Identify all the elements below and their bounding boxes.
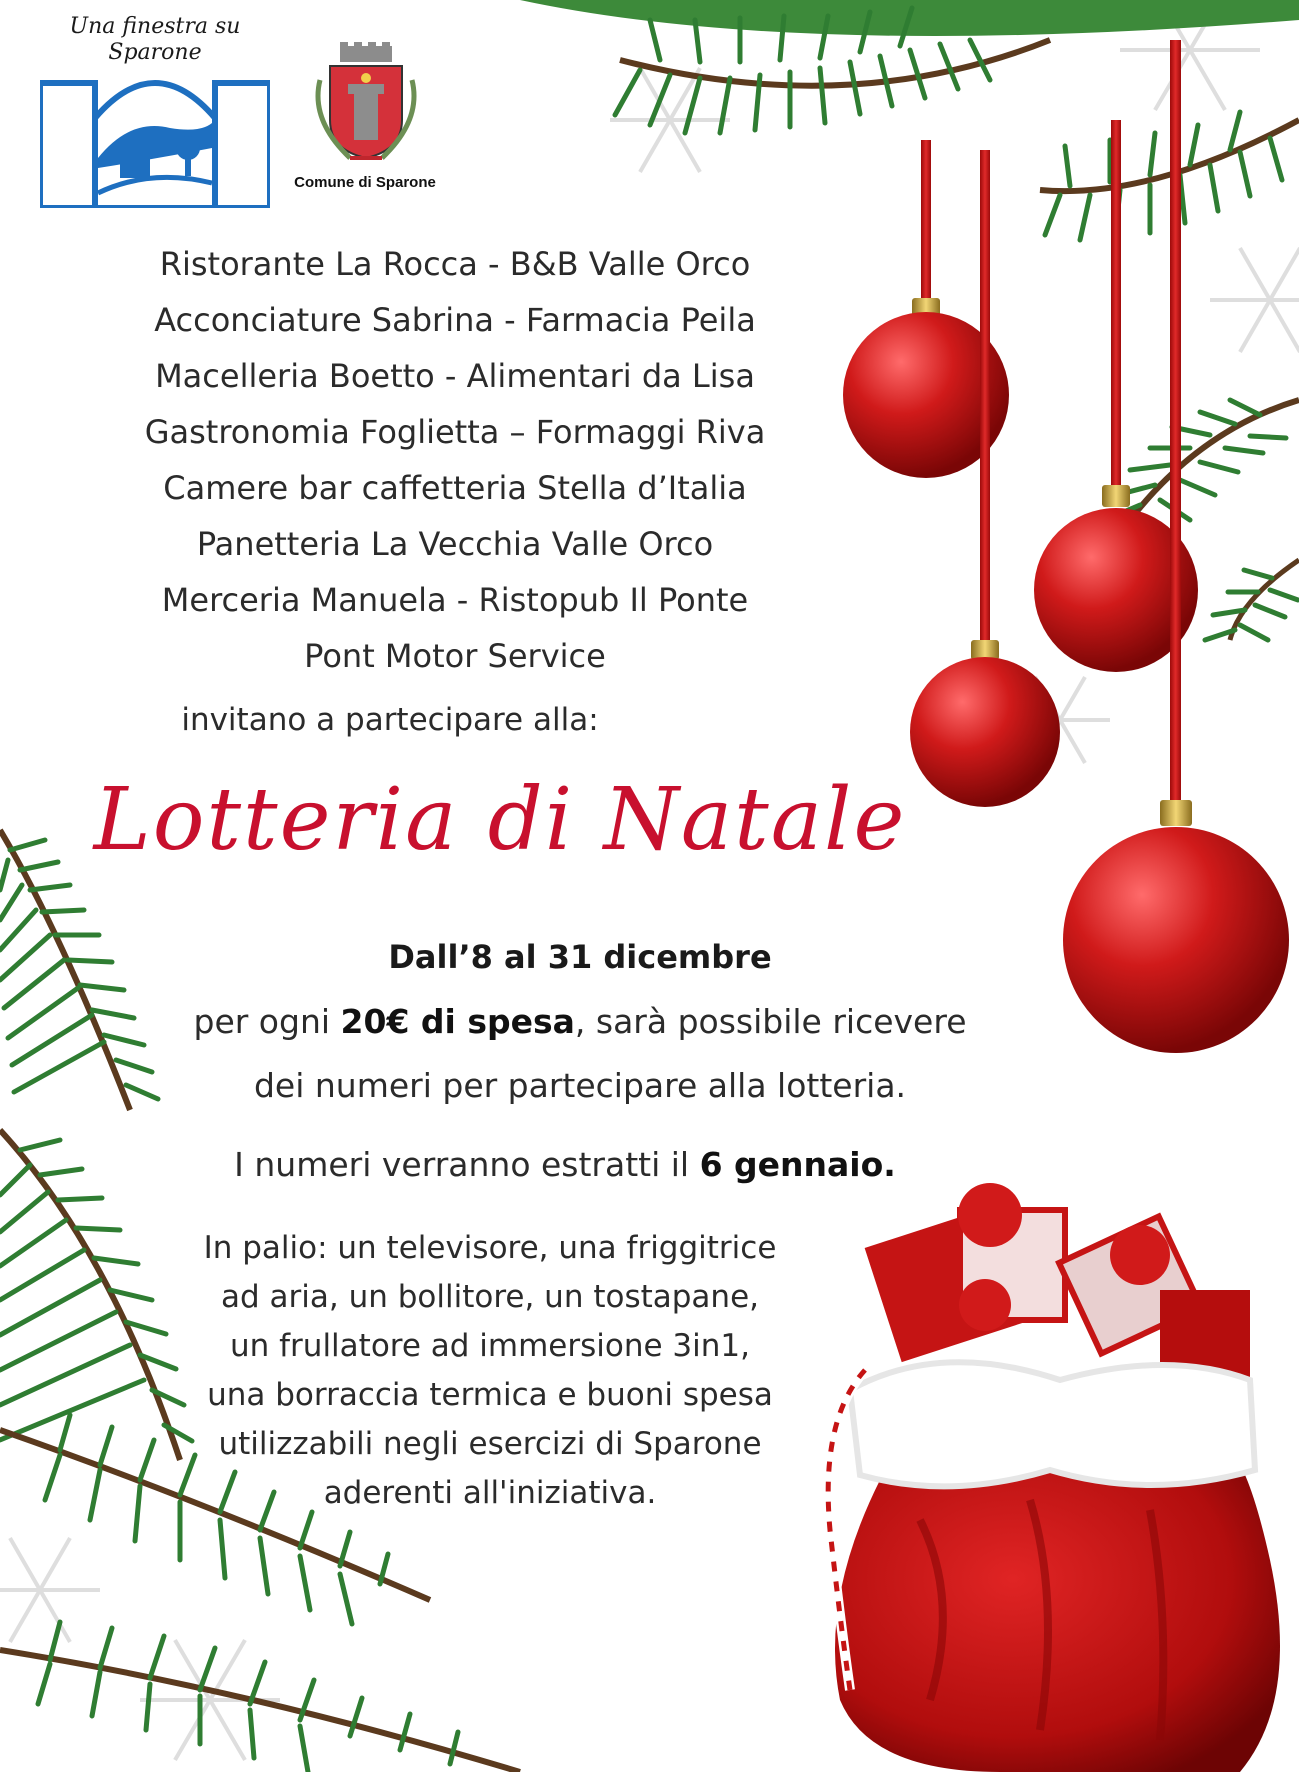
window-icon — [40, 8, 270, 208]
sponsor-line: Gastronomia Foglietta – Formaggi Riva — [144, 413, 766, 451]
sponsor-list — [60, 236, 850, 684]
sponsor-line: Acconciature Sabrina - Farmacia Peila — [154, 301, 756, 339]
spend-amount: 20€ di spesa — [340, 1002, 575, 1041]
santa-sack-icon — [828, 1183, 1280, 1772]
prize-line: ad aria, un bollitore, un tostapane, — [220, 1279, 759, 1315]
logo-una-finestra — [40, 8, 270, 208]
invite-text: invitano a partecipare alla: — [181, 702, 599, 738]
sponsor-line: Ristorante La Rocca - B&B Valle Orco — [159, 245, 751, 283]
prize-line: una borraccia termica e buoni spesa — [207, 1377, 773, 1413]
sponsor-line: Panetteria La Vecchia Valle Orco — [196, 525, 714, 563]
sponsor-line: Macelleria Boetto - Alimentari da Lisa — [155, 357, 755, 395]
draw-prefix: I numeri verranno estratti il — [234, 1145, 700, 1184]
spend-line-2: dei numeri per partecipare alla lotteria. — [253, 1066, 907, 1105]
sponsor-line: Camere bar caffetteria Stella d’Italia — [163, 469, 747, 507]
coat-of-arms-icon — [290, 40, 440, 170]
lottery-title: Lotteria di Natale — [93, 770, 907, 870]
spend-line — [130, 1002, 1030, 1041]
prize-line: In palio: un televisore, una friggitrice — [203, 1230, 777, 1266]
prize-list — [150, 1224, 830, 1518]
logo-comune — [290, 40, 440, 200]
spend-prefix: per ogni — [193, 1002, 341, 1041]
sponsor-line: Merceria Manuela - Ristopub Il Ponte — [161, 581, 749, 619]
comune-caption: Comune di Sparone — [294, 174, 436, 191]
logo-left-line1: Una finestra su — [69, 14, 241, 39]
spend-suffix: , sarà possibile ricevere — [574, 1002, 967, 1041]
date-range: Dall’8 al 31 dicembre — [388, 938, 772, 976]
sponsor-line: Pont Motor Service — [304, 637, 606, 675]
logo-left-line2: Sparone — [108, 40, 202, 65]
prize-line: aderenti all'iniziativa. — [323, 1475, 657, 1511]
draw-date: 6 gennaio. — [699, 1145, 896, 1184]
prize-line: utilizzabili negli esercizi di Sparone — [218, 1426, 762, 1462]
prize-line: un frullatore ad immersione 3in1, — [229, 1328, 750, 1364]
draw-line — [150, 1145, 980, 1184]
